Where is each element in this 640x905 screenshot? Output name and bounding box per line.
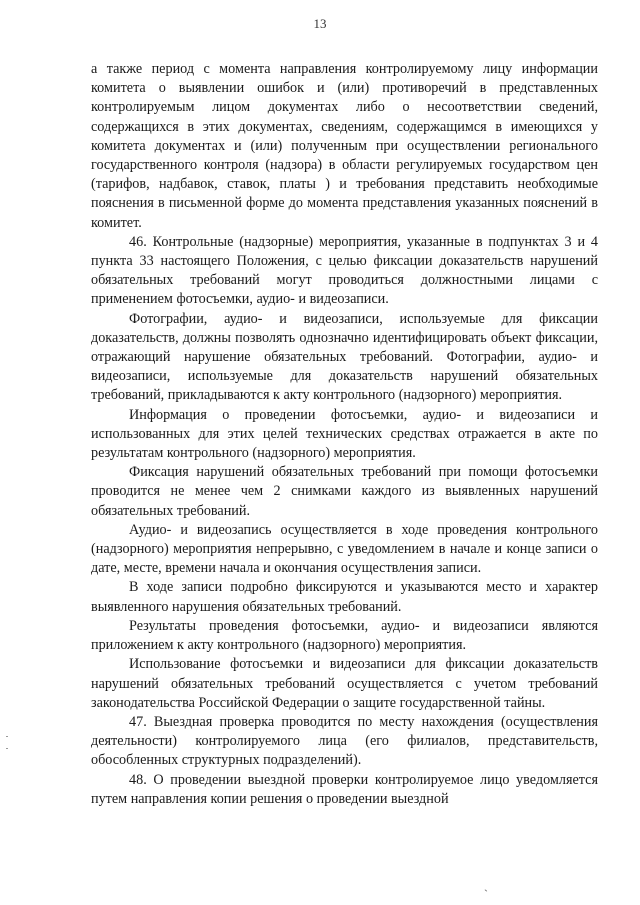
paragraph-recording: В ходе записи подробно фиксируются и указываются место и характер выявленного нарушения обязательных требований. [91,579,598,615]
paragraph-photos: Фотографии, аудио- и видеозаписи, используемые для фиксации доказательств, должны позволять однозначно идентифицировать объект фиксации, отражающий нарушение обязательных требований. Фотографии, аудио- и видеозаписи, используемые для доказательств нарушений обязательных требований, прикладываются к акту контрольного (надзорного) мероприятия. [91,310,598,404]
paragraph-results: Результаты проведения фотосъемки, аудио- и видеозаписи являются приложением к акту контрольного (надзорного) мероприятия. [91,617,598,654]
paragraph-48: 48. О проведении выездной проверки контролируемое лицо уведомляется путем направления копии решения о проведении выездной [91,771,598,807]
page-body [91,60,598,809]
page-number: 13 [313,16,327,31]
paragraph-info: Информация о проведении фотосъемки, аудио- и видеозаписи и использованных для этих целей технических средствах отражается в акте по результатам контрольного (надзорного) мероприятия. [91,406,598,462]
paragraph-audio-video: Аудио- и видеозапись осуществляется в ходе проведения контрольного (надзорного) мероприятия непрерывно, с уведомлением в начале и конце записи о дате, месте, времени начала и окончания осуществления записи. [91,521,598,577]
paragraph-continuation: а также период с момента направления контролируемому лицу информации комитета о выявлении ошибок и (или) противоречий в представленных контролируемым лицом документах либо о несоответствии сведений, содержащихся в этих документах, сведениям, содержащимся в имеющихся у комитета документах и (или) полученным при осуществлении регионального государственного контроля (надзора) в области регулируемых государством цен (тарифов, надбавок, ставок, платы ) и требования представить необходимые пояснения в письменной форме до момента представления указанных пояснений в комитет. [91,61,598,231]
paragraph-fixation: Фиксация нарушений обязательных требований при помощи фотосъемки проводится не менее чем 2 снимками каждого из выявленных нарушений обязательных требований. [91,464,598,519]
paragraph-47: 47. Выездная проверка проводится по месту нахождения (осуществления деятельности) контролируемого лица (его филиалов, представительств, обособленных структурных подразделений). [91,713,598,769]
paragraph-46: 46. Контрольные (надзорные) мероприятия, указанные в подпунктах 3 и 4 пункта 33 настоящего Положения, с целью фиксации доказательств нарушений обязательных требований могут проводиться должностными лицами с применением фотосъемки, аудио- и видеозаписи. [91,233,598,308]
paragraph-usage: Использование фотосъемки и видеозаписи для фиксации доказательств нарушений обязательных требований осуществляется с учетом требований законодательства Российской Федерации о защите государственной тайны. [91,656,598,711]
scan-edge-mark [6,736,8,737]
scan-mark: ˎ [484,878,488,892]
scan-edge-mark [6,748,8,749]
